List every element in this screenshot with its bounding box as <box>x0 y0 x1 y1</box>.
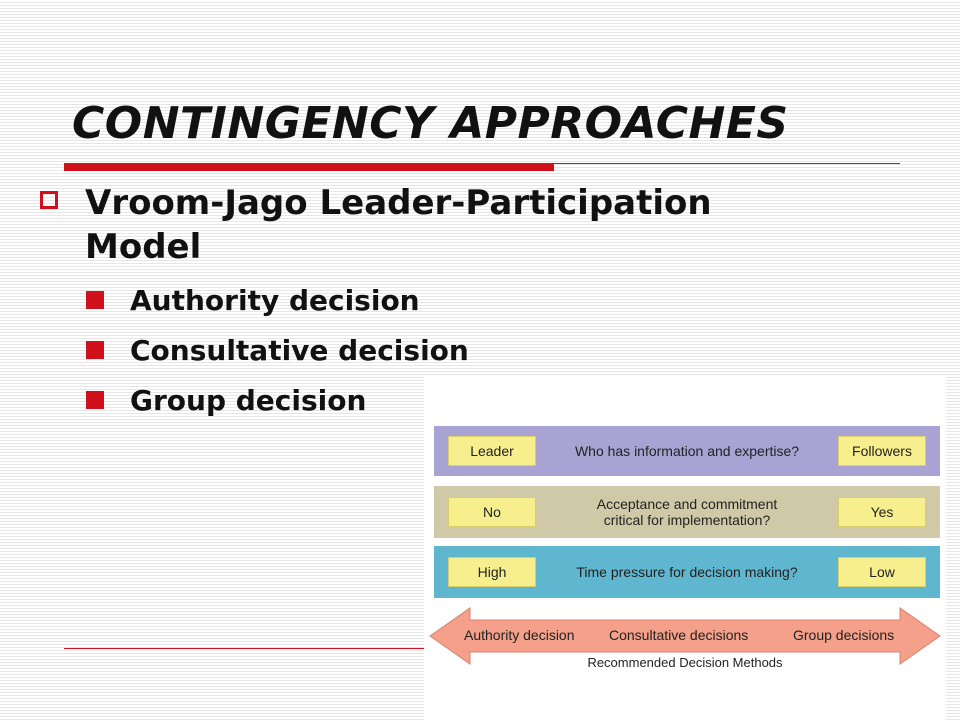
row-information <box>434 426 940 476</box>
row-right-label: Yes <box>838 497 926 527</box>
footer-rule <box>64 648 464 649</box>
row-question: Who has information and expertise? <box>574 443 800 459</box>
row-question <box>544 496 830 528</box>
arrow-label-authority: Authority decision <box>464 627 575 643</box>
title-underline-bar <box>64 163 554 171</box>
row-left-label: No <box>448 497 536 527</box>
main-bullet-text <box>85 181 920 269</box>
row-acceptance <box>434 486 940 538</box>
main-bullet-line1: Vroom-Jago Leader-Participation <box>85 183 712 223</box>
diagram-caption: Recommended Decision Methods <box>587 655 783 670</box>
sub-bullet-consultative <box>86 331 686 371</box>
row-left-label: High <box>448 557 536 587</box>
sub-bullet-text: Authority decision <box>130 284 420 317</box>
slide-title: CONTINGENCY APPROACHES <box>72 98 789 149</box>
row-right-label: Low <box>838 557 926 587</box>
sub-bullet-text: Consultative decision <box>130 334 469 367</box>
square-bullet-icon <box>86 391 104 409</box>
row-right-label: Followers <box>838 436 926 466</box>
row-question-line1: Acceptance and commitment <box>596 496 778 512</box>
hollow-square-bullet-icon <box>40 191 58 209</box>
main-bullet <box>40 181 920 269</box>
sub-bullet-text: Group decision <box>130 384 367 417</box>
square-bullet-icon <box>86 291 104 309</box>
main-bullet-line2: Model <box>85 227 202 267</box>
sub-bullet-authority <box>86 281 686 321</box>
row-time-pressure <box>434 546 940 598</box>
row-left-label: Leader <box>448 436 536 466</box>
square-bullet-icon <box>86 341 104 359</box>
arrow-label-consultative: Consultative decisions <box>609 627 749 643</box>
arrow-label-group: Group decisions <box>793 627 895 643</box>
decision-methods-diagram <box>424 376 946 720</box>
row-question-line2: critical for implementation? <box>603 512 771 528</box>
row-question: Time pressure for decision making? <box>576 564 798 580</box>
